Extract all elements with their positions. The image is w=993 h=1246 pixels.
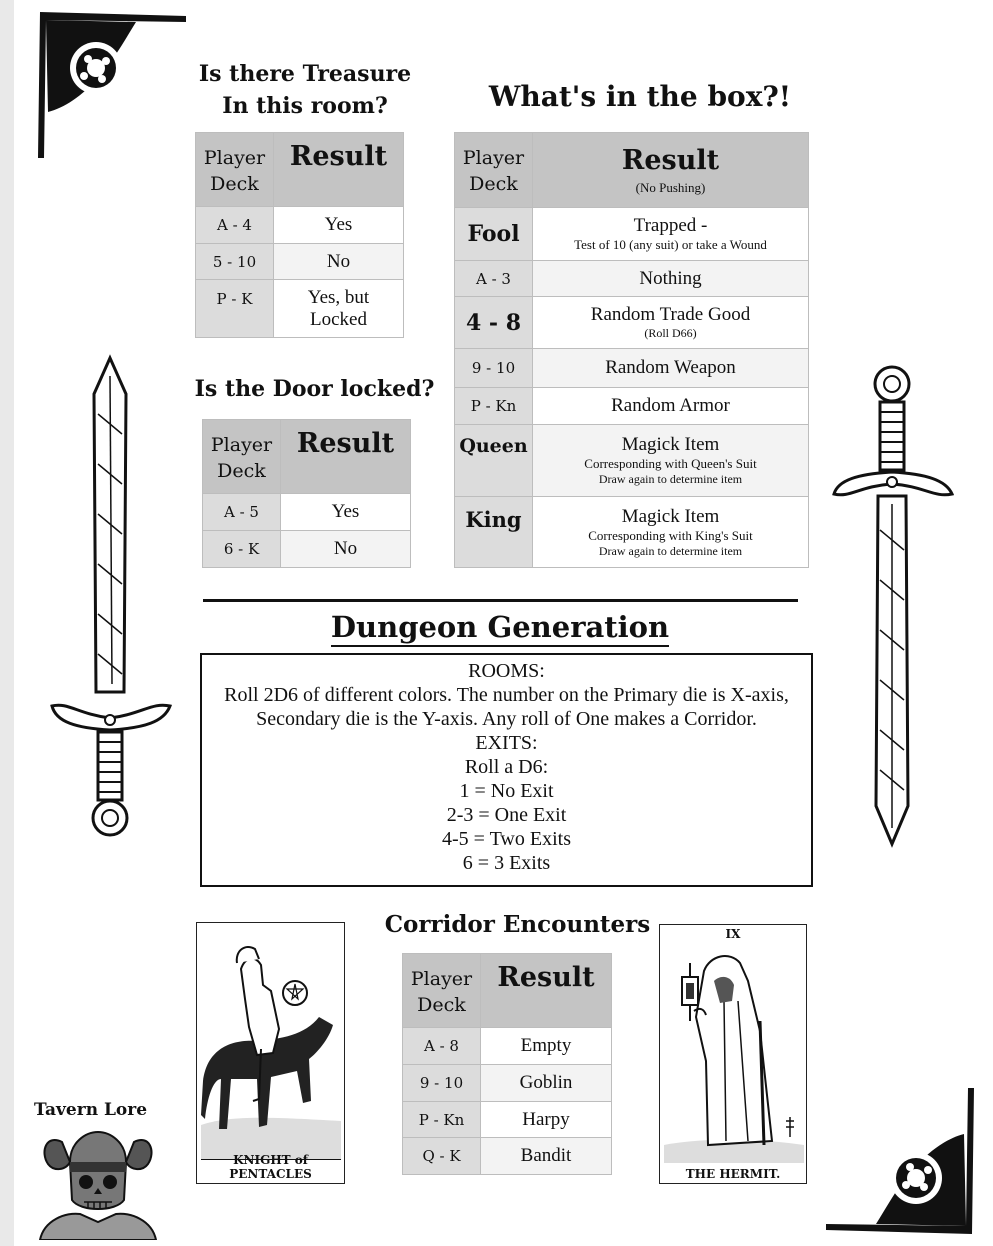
page-edge <box>0 0 14 1246</box>
rules-line: EXITS: <box>475 732 538 754</box>
knight-rider-illustration <box>201 929 341 1165</box>
corridor-header-deck: Player Deck <box>403 954 481 1028</box>
hermit-illustration <box>664 941 804 1163</box>
table-row <box>196 244 404 280</box>
rules-line: Secondary die is the Y-axis. Any roll of One makes a Corridor. <box>256 708 757 730</box>
deck-cell: King <box>455 497 533 568</box>
table-row <box>455 388 809 425</box>
result-cell: Goblin <box>481 1065 612 1102</box>
result-cell: Random Trade Good (Roll D66) <box>533 297 809 349</box>
table-row <box>403 1028 612 1065</box>
hermit-card <box>659 924 807 1184</box>
result-cell: Yes, but Locked <box>274 280 404 338</box>
treasure-table <box>195 132 404 338</box>
table-row <box>455 208 809 261</box>
door-header-result: Result <box>281 420 411 494</box>
result-cell: Yes <box>281 494 411 531</box>
result-cell: Yes <box>274 207 404 244</box>
treasure-title-line1: Is there Treasure <box>198 61 412 87</box>
table-row <box>403 1138 612 1175</box>
result-cell: Harpy <box>481 1102 612 1138</box>
sword-icon-left <box>48 354 174 844</box>
deck-cell: P - Kn <box>403 1102 481 1138</box>
treasure-header-result: Result <box>274 133 404 207</box>
deck-cell: 9 - 10 <box>455 349 533 388</box>
result-cell: Nothing <box>533 261 809 297</box>
table-row <box>455 497 809 568</box>
corner-ornament-bottom-right <box>822 1082 976 1238</box>
rules-line: 2-3 = One Exit <box>446 804 567 826</box>
hermit-card-numeral: IX <box>725 927 741 941</box>
box-title: What's in the box?! <box>488 80 792 113</box>
hermit-card-label: THE HERMIT. <box>685 1167 781 1181</box>
dungeon-rules-box <box>200 653 813 887</box>
door-title: Is the Door locked? <box>194 376 435 402</box>
deck-cell: Fool <box>455 208 533 261</box>
deck-cell: 6 - K <box>203 531 281 568</box>
deck-cell: A - 3 <box>455 261 533 297</box>
table-row <box>203 494 411 531</box>
corridor-table <box>402 953 612 1175</box>
deck-cell: A - 4 <box>196 207 274 244</box>
rules-line: 6 = 3 Exits <box>462 852 551 874</box>
door-header-deck: Player Deck <box>203 420 281 494</box>
rules-line: Roll a D6: <box>464 756 549 778</box>
deck-cell: A - 8 <box>403 1028 481 1065</box>
table-row <box>403 1102 612 1138</box>
dungeon-title: Dungeon Generation <box>300 610 700 644</box>
deck-cell: 9 - 10 <box>403 1065 481 1102</box>
rules-line: Roll 2D6 of different colors. The number on the Primary die is X-axis, <box>224 684 789 706</box>
corridor-header-result: Result <box>481 954 612 1028</box>
result-cell: Random Weapon <box>533 349 809 388</box>
door-table <box>202 419 411 568</box>
table-row <box>455 261 809 297</box>
box-header-result: Result (No Pushing) <box>533 133 809 208</box>
deck-cell: Queen <box>455 425 533 497</box>
table-row <box>196 280 404 338</box>
knight-of-pentacles-card <box>196 922 345 1184</box>
sword-icon-right <box>830 360 956 850</box>
rules-line: 4-5 = Two Exits <box>442 828 571 850</box>
rules-line: ROOMS: <box>468 660 545 682</box>
box-table <box>454 132 809 568</box>
deck-cell: 5 - 10 <box>196 244 274 280</box>
section-divider <box>203 599 798 602</box>
box-header-deck: Player Deck <box>455 133 533 208</box>
knight-card-label: KNIGHT of PENTACLES <box>229 1153 312 1181</box>
table-row <box>455 297 809 349</box>
rules-line: 1 = No Exit <box>459 780 554 802</box>
treasure-title-line2: In this room? <box>222 93 388 119</box>
tavern-lore-text: Tavern Lore <box>34 1100 148 1120</box>
corridor-title: Corridor Encounters <box>384 911 651 938</box>
treasure-title <box>190 58 420 122</box>
result-cell: Bandit <box>481 1138 612 1175</box>
tavern-lore-logo <box>34 1100 154 1120</box>
corner-ornament-top-left <box>36 8 190 164</box>
table-row <box>403 1065 612 1102</box>
deck-cell: A - 5 <box>203 494 281 531</box>
deck-cell: P - Kn <box>455 388 533 425</box>
table-row <box>455 425 809 497</box>
result-cell: Trapped - Test of 10 (any suit) or take a Wound <box>533 208 809 261</box>
result-cell: Magick Item Corresponding with Queen's Suit Draw again to determine item <box>533 425 809 497</box>
table-row <box>196 207 404 244</box>
result-cell: No <box>281 531 411 568</box>
result-cell: Magick Item Corresponding with King's Suit Draw again to determine item <box>533 497 809 568</box>
result-cell: Empty <box>481 1028 612 1065</box>
result-cell: No <box>274 244 404 280</box>
deck-cell: Q - K <box>403 1138 481 1175</box>
result-cell: Random Armor <box>533 388 809 425</box>
deck-cell: P - K <box>196 280 274 338</box>
table-row <box>203 531 411 568</box>
table-row <box>455 349 809 388</box>
treasure-header-deck: Player Deck <box>196 133 274 207</box>
deck-cell: 4 - 8 <box>455 297 533 349</box>
horned-skull-icon <box>36 1122 160 1240</box>
